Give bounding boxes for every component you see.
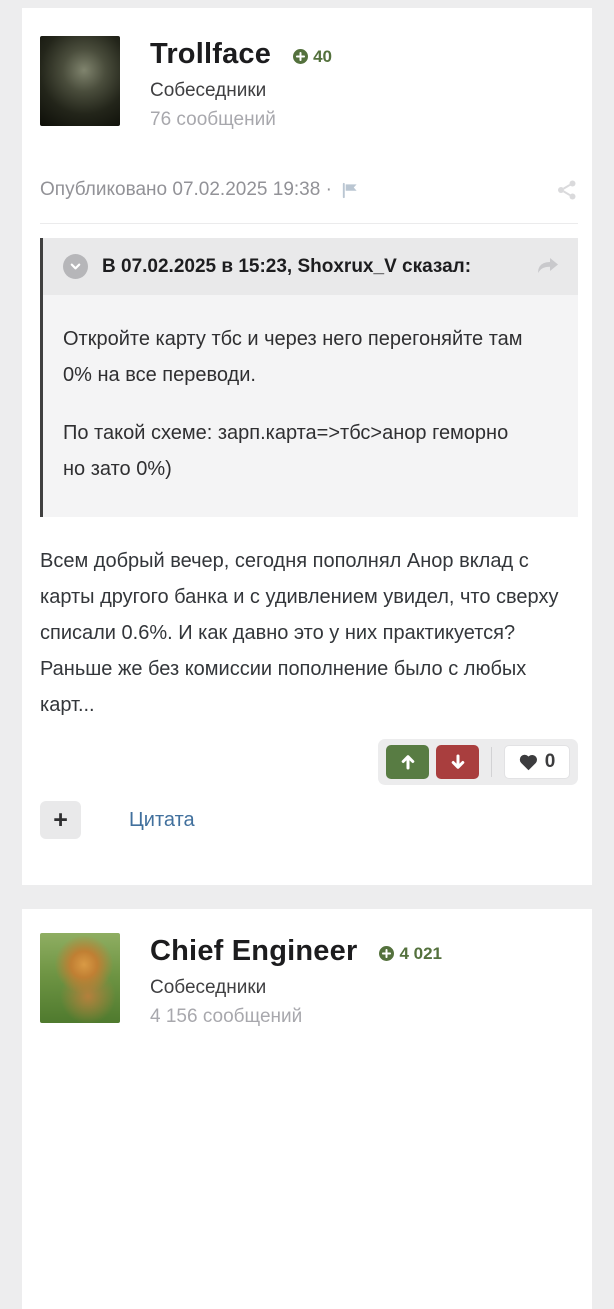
published-timestamp: Опубликовано 07.02.2025 19:38 · [40,179,332,200]
reputation-count: 40 [313,46,332,66]
reputation-badge [293,43,332,67]
arrow-down-icon [449,753,467,771]
quote-attribution: В 07.02.2025 в 15:23, Shoxrux_V сказал: [102,255,472,277]
quote-reply-link[interactable]: Цитата [129,808,195,831]
post-body-text: Всем добрый вечер, сегодня пополнял Анор вклад с карты другого банка и с удивлением увидел, что сверху списали 0.6%. И как давно это у них практикуется? Раньше же без комиссии пополнение было с любых карт... [40,550,559,716]
header-divider [40,223,578,224]
post-footer-actions [40,801,578,839]
multiquote-button[interactable]: + [40,801,81,839]
quote-content [43,295,578,517]
user-post-count: 76 сообщений [150,109,276,130]
quote-header[interactable] [43,238,578,295]
report-flag-icon[interactable] [340,181,359,200]
post-card [22,909,592,1309]
quote-paragraph: Откройте карту тбс и через него перегоняйте там 0% на все переводи. [63,328,523,386]
collapse-chevron-icon[interactable] [63,254,88,279]
vote-row [40,739,578,785]
like-count: 0 [544,751,556,772]
user-info [150,36,332,131]
user-avatar[interactable] [40,36,120,126]
plus-circle-icon [379,946,394,961]
user-avatar[interactable] [40,933,120,1023]
like-button[interactable] [504,745,570,779]
post-card [22,8,592,885]
user-group: Собеседники [150,977,267,998]
downvote-button[interactable] [436,745,479,779]
post-author-header [40,36,578,131]
user-group: Собеседники [150,80,267,101]
plus-circle-icon [293,49,308,64]
heart-icon [519,754,538,771]
arrow-up-icon [399,753,417,771]
username-link[interactable]: Chief Engineer [150,935,358,967]
quote-paragraph: По такой схеме: зарп.карта=>тбс>анор геморно но зато 0%) [63,422,509,480]
user-info [150,933,442,1028]
post-meta-row [40,179,578,201]
post-author-header [40,933,578,1028]
quote-block [40,238,578,517]
vote-bar [378,739,578,785]
reputation-count: 4 021 [399,943,442,963]
reputation-badge [379,940,442,964]
share-icon[interactable] [556,179,578,201]
goto-quoted-post-icon[interactable] [536,256,560,278]
username-link[interactable]: Trollface [150,38,272,70]
upvote-button[interactable] [386,745,429,779]
vote-divider [491,747,492,777]
user-post-count: 4 156 сообщений [150,1006,303,1027]
